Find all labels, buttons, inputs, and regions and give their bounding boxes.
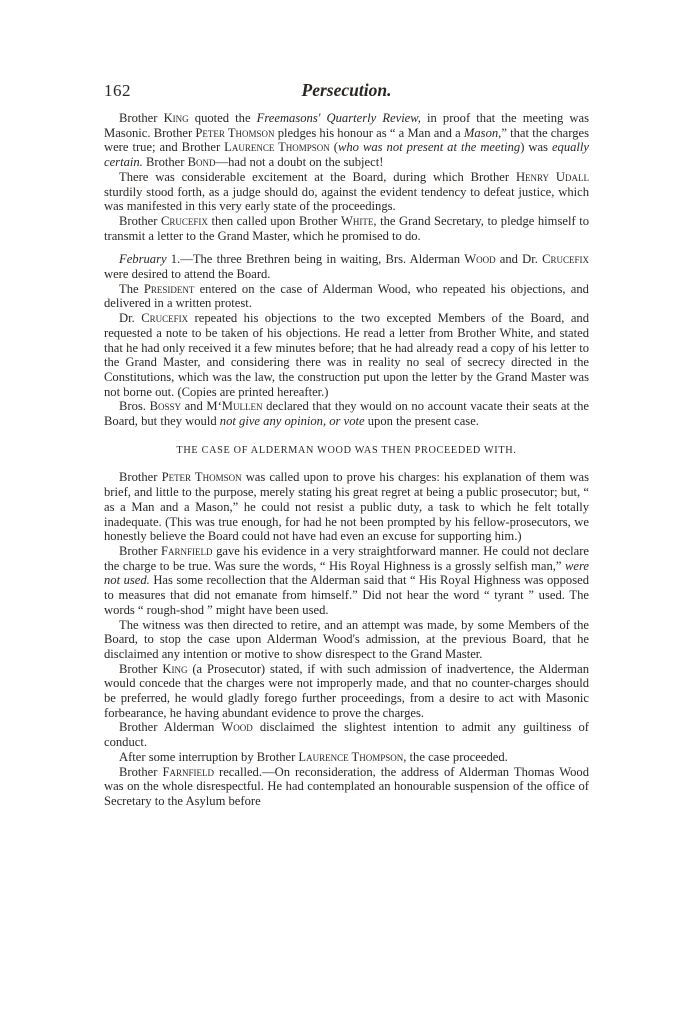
text-run: quoted the [188,111,257,125]
text-run: repeated his objections to the two excepted Members of the Board, and requested a note to be taken of his objections. He read a letter from Brother White, and stated that he had only received it a few minutes before; that he had already read a copy of his letter to the Grand Master, and considering there was in reality no seal of secrecy directed in the Constitutions, which was the law, the construction put upon the letter by the Grand Master was not borne out. (Copies are printed hereafter.) [104,311,590,399]
text-run: Brother [119,661,163,676]
small-caps-name: Farnfield [162,764,214,779]
small-caps-name: White [341,213,374,228]
text-run: Dr. [119,311,142,326]
italic-text: Freemasons' Quarterly Review, [256,111,421,125]
paragraph [104,252,589,281]
small-caps-name: Farnfield [161,543,213,558]
small-caps-name: Crucefix [161,213,208,228]
body-text-after [104,470,589,808]
text-run: Brother Alderman [119,720,222,735]
italic-text: equally certain. [104,140,590,170]
small-caps-name: President [143,281,195,296]
page-header [104,80,589,106]
paragraph [104,662,589,721]
text-run: sturdily stood forth, as a judge should do, against the evident tendency to defeat justice, which was manifested in this very early state of the proceedings. [104,184,589,214]
small-caps-name: Bond [187,155,216,170]
paragraph [104,399,589,428]
page-number: 162 [104,81,131,100]
paragraph [104,470,589,544]
italic-text: not give any opinion, or vote [219,414,365,429]
paragraph [104,311,589,399]
italic-text: were not used. [104,558,589,588]
text-run: ( [329,140,338,155]
text-run: Brother [119,213,162,228]
text-run: —had not a doubt on the subject! [215,155,384,170]
small-caps-name: King [162,661,188,676]
small-caps-name: Wood [221,720,253,735]
text-run: and Dr. [495,252,543,267]
text-run: Brother [119,470,162,485]
italic-text: February [119,252,167,267]
text-run: then called upon Brother [207,213,342,228]
paragraph [104,170,589,214]
small-caps-name: Peter Thomson [161,470,242,485]
paragraph [104,111,589,170]
text-run: pledges his honour as “ a Man and a [274,125,464,140]
text-run: was called upon to prove his charges: his explanation of them was brief, and little to the purpose, merely stating his great regret at being a public prosecutor; but, “ as a Man and a Mason,” he could not resist a public duty, a task to which he felt totally inadequate. (This was true enough, for had he not been prompted by his fellow-prosecutors, we honestly believe the Board could not have had even an excuse for supporting him.) [104,470,590,544]
small-caps-name: Crucefix [141,311,189,326]
text-run: Brother [119,543,162,558]
text-run: There was considerable excitement at the Board, during which Brother [119,169,516,184]
body-text-before [104,111,589,429]
paragraph [104,750,589,765]
text-run: Brother [119,111,164,125]
text-run: and [180,399,207,414]
small-caps-name: Wood [464,252,496,267]
paragraph [104,544,589,618]
text-run: Brother [119,764,163,779]
text-run: Brother [142,155,188,170]
section-heading: THE CASE OF ALDERMAN WOOD WAS THEN PROCEEDED WITH. [176,444,517,456]
text-run: Has some recollection that the Alderman said that “ His Royal Highness was opposed to measures that did not emanate from himself.” Did not hear the word “ tyrant ” used. The words “ rough-shod ” might have been used. [104,573,589,617]
paragraph [104,720,589,749]
text-run: (a Prosecutor) stated, if with such admission of inadvertence, the Alderman would concede that the charges were not improperly made, and that no counter-charges should be preferred, he would gladly forego further proceedings, from a desire to act with Masonic forbearance, he having abundant evidence to prove the charges. [104,661,589,720]
text-run: 1.—The three Brethren being in waiting, Brs. Alderman [166,252,465,267]
text-run: ” that the charges were true; and Brother [104,125,590,155]
text-run: The [119,281,144,296]
paragraph [104,282,589,311]
paragraph [104,618,589,662]
text-run: recalled.—On reconsideration, the address of Alderman Thomas Wood was on the whole disrespectful. He had contemplated an honourable suspension of the office of Secretary to the Asylum before [104,764,589,808]
small-caps-name: Peter Thomson [195,125,275,140]
running-title: Persecution. [301,80,392,100]
small-caps-name: Laurence Thompson [298,749,404,764]
text-run: , the Grand Secretary, to pledge himself to transmit a letter to the Grand Master, which he promised to do. [104,213,589,243]
italic-text: who was not present at the meeting [337,140,521,155]
text-run: upon the present case. [364,414,479,429]
small-caps-name: Henry Udall [515,169,589,184]
italic-text: Mason, [463,125,502,140]
small-caps-name: Crucefix [542,252,589,267]
text-run: The witness was then directed to retire, and an attempt was made, by some Members of the Board, to stop the case upon Alderman Wood's admission, at the previous Board, that he disclaimed any intention or motive to show disrespect to the Grand Master. [104,617,589,661]
text-run: gave his evidence in a very straightforward manner. He could not declare the charge to be true. Was sure the words, “ His Royal Highness is a grossly selfish man,” [104,543,589,573]
text-run: in proof that the meeting was Masonic. Brother [104,111,590,140]
paragraph [104,765,589,809]
text-run: , the case proceeded. [403,749,508,764]
small-caps-name: Bossy [149,399,181,414]
small-caps-name: Laurence Thompson [224,140,330,155]
text-run: ) was [520,140,552,155]
text-run: entered on the case of Alderman Wood, who repeated his objections, and delivered in a written protest. [104,281,589,311]
small-caps-name: King [163,111,189,125]
text-run: declared that they would on no account vacate their seats at the Board, but they would [104,399,590,429]
paragraph [104,214,589,243]
text-run: disclaimed the slightest intention to admit any guiltiness of conduct. [104,720,589,750]
text-run: Bros. [119,399,150,414]
small-caps-name: M‘Mullen [206,399,263,414]
text-run: After some interruption by Brother [119,749,299,764]
text-run: were desired to attend the Board. [104,267,271,282]
